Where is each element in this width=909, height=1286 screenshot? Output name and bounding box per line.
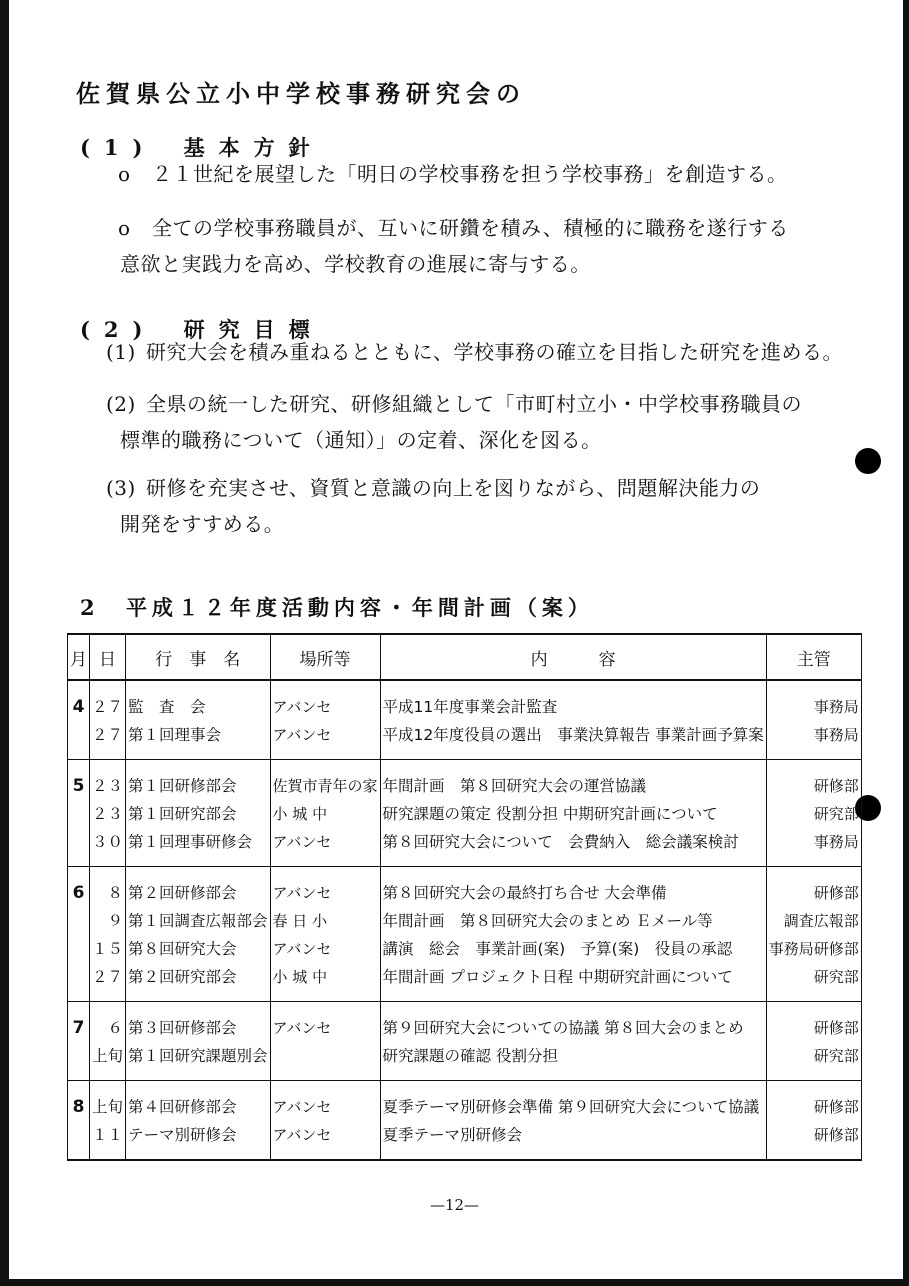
month-value: 5 (72, 776, 85, 796)
cell-place-line: アバンセ (272, 1126, 332, 1144)
cell-place-line: 春 日 小 (272, 912, 328, 930)
cell-day (90, 867, 126, 1002)
cell-content-line: 平成12年度役員の選出 事業決算報告 事業計画予算案 (382, 726, 764, 744)
cell-owner (766, 680, 861, 760)
cell-event-line: 第８回研究大会 (128, 940, 237, 958)
cell-event-line: 第１回理事会 (128, 726, 222, 744)
table-row (68, 1002, 862, 1081)
cell-day (90, 1002, 126, 1081)
cell-owner (766, 1002, 861, 1081)
cell-day-line: ９ (107, 912, 124, 930)
objective-text: 研修を充実させ、資質と意識の向上を図りながら、問題解決能力の (146, 476, 761, 500)
cell-owner-line: 事務局 (813, 698, 859, 716)
cell-owner (766, 760, 861, 867)
cell-place-line: アバンセ (272, 884, 332, 902)
plan-table-body (68, 680, 862, 1160)
cell-content (380, 760, 766, 867)
cell-owner-line: 研修部 (813, 1098, 859, 1116)
cell-event-line: 第２回研修部会 (128, 884, 237, 902)
cell-owner (766, 867, 861, 1002)
month-value: 8 (72, 1097, 85, 1117)
table-row (68, 1081, 862, 1161)
month-value: 7 (72, 1018, 85, 1038)
cell-day-line: ２３ (92, 777, 124, 795)
cell-event (126, 1002, 271, 1081)
cell-day (90, 760, 126, 867)
cell-month (68, 680, 90, 760)
cell-content-line: 講演 総会 事業計画(案) 予算(案) 役員の承認 (382, 940, 733, 958)
objective-text: 研究大会を積み重ねるとともに、学校事務の確立を目指した研究を進める。 (146, 340, 843, 364)
cell-content-line: 第８回研究大会の最終打ち合せ 大会準備 (382, 884, 667, 902)
objective-number: (3) (106, 476, 136, 500)
section1-label: (1) (80, 135, 157, 160)
cell-day-line: 上旬 (92, 1098, 124, 1116)
bullet-text: ２１世紀を展望した「明日の学校事務を担う学校事務」を創造する。 (152, 162, 788, 186)
cell-day-line: １５ (92, 940, 124, 958)
cell-place (270, 867, 380, 1002)
cell-event-line: 第３回研修部会 (128, 1019, 237, 1037)
cell-content (380, 1002, 766, 1081)
header-content: 内 容 (380, 634, 766, 680)
cell-owner-line: 研修部 (813, 777, 859, 795)
cell-owner-line: 事務局 (813, 833, 859, 851)
cell-place (270, 1002, 380, 1081)
cell-owner-line: 研究部 (813, 805, 859, 823)
cell-owner-line: 調査広報部 (783, 912, 859, 930)
cell-content-line: 研究課題の確認 役割分担 (382, 1047, 558, 1065)
header-month: 月 (68, 634, 90, 680)
section1-bullet-1 (118, 156, 788, 192)
plan-title (80, 592, 594, 622)
cell-content (380, 680, 766, 760)
cell-place-line: 佐賀市青年の家 (272, 777, 378, 795)
objective-text: 全県の統一した研究、研修組織として「市町村立小・中学校事務職員の (146, 392, 802, 416)
cell-day-line: ６ (107, 1019, 124, 1037)
cell-day-line: ８ (107, 884, 124, 902)
scan-border-right (903, 0, 909, 1286)
cell-day-line: ２７ (92, 698, 124, 716)
table-row (68, 680, 862, 760)
annual-plan-table (67, 633, 862, 1161)
cell-place-line: 小 城 中 (272, 805, 328, 823)
plan-number: 2 (80, 595, 100, 620)
section2-title: 研究目標 (183, 317, 324, 342)
bullet-text-cont: 意欲と実践力を高め、学校教育の進展に寄与する。 (120, 252, 591, 276)
cell-content-line: 年間計画 第８回研究大会の運営協議 (382, 777, 647, 795)
cell-owner-line: 研究部 (813, 1047, 859, 1065)
cell-content-line: 年間計画 第８回研究大会のまとめ Ｅメール等 (382, 912, 713, 930)
cell-owner-line: 事務局 (813, 726, 859, 744)
header-place: 場所等 (270, 634, 380, 680)
objective-text-cont: 開発をすすめる。 (120, 512, 285, 536)
cell-event-line: 第１回研究部会 (128, 805, 237, 823)
header-day: 日 (90, 634, 126, 680)
month-value: 6 (72, 883, 85, 903)
cell-content-line: 夏季テーマ別研修会 (382, 1126, 523, 1144)
cell-event-line: 第１回研究課題別会 (128, 1047, 268, 1065)
cell-day-line: ２７ (92, 726, 124, 744)
cell-content-line: 夏季テーマ別研修会準備 第９回研究大会について協議 (382, 1098, 760, 1116)
cell-month (68, 867, 90, 1002)
cell-content-line: 平成11年度事業会計監査 (382, 698, 558, 716)
header-event: 行 事 名 (126, 634, 271, 680)
cell-event-line: 第１回研修部会 (128, 777, 237, 795)
cell-day-line: ３０ (92, 833, 124, 851)
month-value: 4 (72, 697, 85, 717)
cell-event (126, 680, 271, 760)
cell-owner-line: 研究部 (813, 968, 859, 986)
cell-day (90, 680, 126, 760)
cell-place-line: 小 城 中 (272, 968, 328, 986)
objective-number: (2) (106, 392, 136, 416)
cell-place (270, 760, 380, 867)
cell-content-line: 研究課題の策定 役割分担 中期研究計画について (382, 805, 718, 823)
punch-hole-upper (855, 448, 881, 474)
cell-owner-line: 研修部 (813, 1126, 859, 1144)
page-number: —12— (429, 1196, 480, 1214)
cell-place-line: アバンセ (272, 726, 332, 744)
cell-event-line: 第２回研究部会 (128, 968, 237, 986)
cell-month (68, 1081, 90, 1161)
cell-day-line: １１ (92, 1126, 124, 1144)
bullet-mark: o (118, 216, 131, 240)
table-row (68, 760, 862, 867)
cell-day (90, 1081, 126, 1161)
section2-label: (2) (80, 317, 157, 342)
cell-place-line: アバンセ (272, 698, 332, 716)
objective-3 (106, 470, 760, 542)
cell-month (68, 1002, 90, 1081)
table-row (68, 867, 862, 1002)
cell-event-line: 第１回調査広報部会 (128, 912, 268, 930)
cell-event (126, 1081, 271, 1161)
cell-day-line: 上旬 (92, 1047, 124, 1065)
cell-event (126, 867, 271, 1002)
cell-place-line: アバンセ (272, 833, 332, 851)
cell-place (270, 1081, 380, 1161)
cell-day-line: ２３ (92, 805, 124, 823)
cell-content (380, 867, 766, 1002)
document-heading: 佐賀県公立小中学校事務研究会の (76, 79, 526, 108)
cell-month (68, 760, 90, 867)
cell-owner-line: 事務局研修部 (768, 940, 859, 958)
section1-bullet-2 (118, 210, 789, 282)
table-header-row (68, 634, 862, 680)
cell-place-line: アバンセ (272, 940, 332, 958)
cell-event-line: 第４回研修部会 (128, 1098, 237, 1116)
cell-owner-line: 研修部 (813, 1019, 859, 1037)
objective-1 (106, 334, 843, 370)
bullet-mark: o (118, 162, 131, 186)
cell-content-line: 第８回研究大会について 会費納入 総会議案検討 (382, 833, 739, 851)
scan-border-bottom (0, 1279, 909, 1286)
cell-owner (766, 1081, 861, 1161)
objective-text-cont: 標準的職務について（通知）」の定着、深化を図る。 (120, 428, 602, 452)
cell-event-line: 第１回理事研修会 (128, 833, 253, 851)
header-owner: 主管 (766, 634, 861, 680)
cell-event-line: テーマ別研修会 (128, 1126, 237, 1144)
objective-2 (106, 386, 802, 458)
plan-title-text: 平成１２年度活動内容・年間計画（案） (125, 595, 594, 620)
section1-title: 基本方針 (183, 135, 324, 160)
cell-place-line (273, 1042, 378, 1070)
cell-owner-line: 研修部 (813, 884, 859, 902)
objective-number: (1) (106, 340, 136, 364)
cell-place-line: アバンセ (272, 1019, 332, 1037)
bullet-text: 全ての学校事務職員が、互いに研鑽を積み、積極的に職務を遂行する (152, 216, 789, 240)
cell-event-line: 監 査 会 (128, 698, 206, 716)
cell-content-line: 第９回研究大会についての協議 第８回大会のまとめ (382, 1019, 744, 1037)
scan-border-left (0, 0, 9, 1286)
cell-content (380, 1081, 766, 1161)
cell-event (126, 760, 271, 867)
cell-place-line: アバンセ (272, 1098, 332, 1116)
cell-place (270, 680, 380, 760)
cell-day-line: ２７ (92, 968, 124, 986)
cell-content-line: 年間計画 プロジェクト日程 中期研究計画について (382, 968, 733, 986)
